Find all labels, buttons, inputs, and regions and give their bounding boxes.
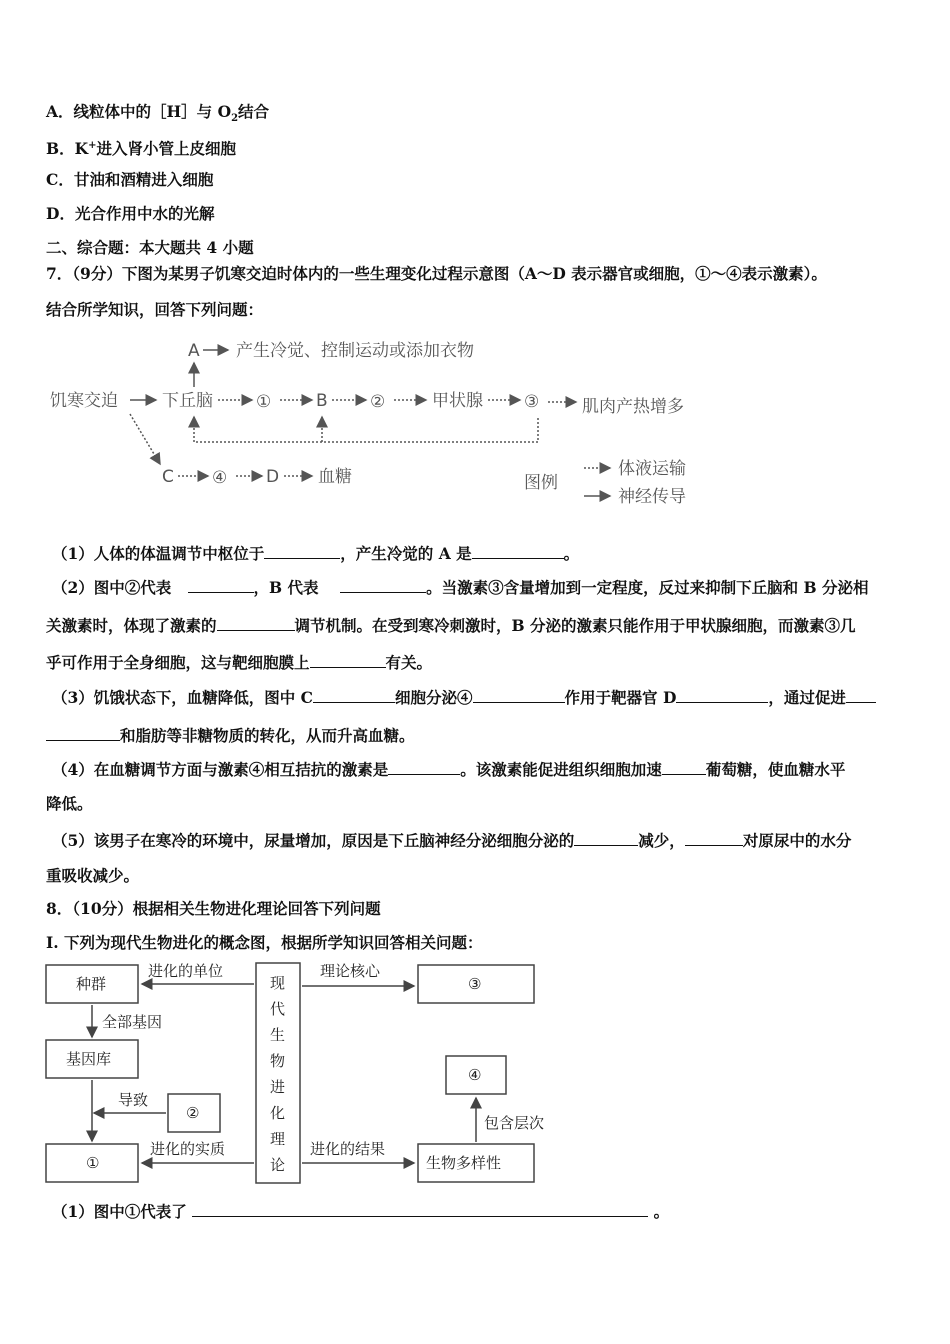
blank[interactable] (264, 542, 340, 559)
option-c: C．甘油和酒精进入细胞 (46, 170, 214, 189)
blank[interactable] (676, 686, 768, 703)
option-b-tail: 进入肾小管上皮细胞 (96, 139, 236, 159)
diag-B: B (316, 391, 328, 411)
q7-p3-a: （3）饥饿状态下，血糖降低，图中 C (52, 688, 314, 707)
q7-p4-line2: 降低。 (46, 794, 93, 813)
blank[interactable] (340, 576, 426, 593)
q7-p2-line2 (46, 614, 856, 636)
option-a-sub: 2 (231, 113, 239, 125)
blank[interactable] (192, 1200, 648, 1217)
diag-thyroid: 甲状腺 (432, 391, 483, 411)
diag-hypothalamus: 下丘脑 (162, 391, 213, 411)
blank[interactable] (662, 758, 706, 775)
q7-p1-a: （1）人体的体温调节中枢位于 (52, 544, 265, 563)
q7-p3-e: 和脂肪等非糖物质的转化，从而升高血糖。 (120, 726, 415, 745)
diag-essence: 进化的实质 (150, 1140, 226, 1158)
diag-h2: ② (370, 392, 386, 412)
q7-p5-line2: 重吸收减少。 (46, 866, 140, 885)
center-char-7: 论 (270, 1156, 286, 1174)
diag-h4: ④ (212, 468, 228, 488)
center-char-1: 代 (270, 1000, 286, 1018)
center-char-6: 理 (270, 1130, 286, 1148)
center-char-5: 化 (270, 1104, 286, 1122)
q7-p1-c: 。 (563, 544, 580, 563)
center-char-4: 进 (270, 1078, 286, 1096)
center-char-2: 生 (270, 1026, 286, 1044)
q8-stem: 8．（10分）根据相关生物进化理论回答下列问题 (46, 899, 381, 918)
option-d: D．光合作用中水的光解 (46, 204, 215, 223)
diag-levels: 包含层次 (484, 1114, 545, 1132)
diag-muscle: 肌肉产热增多 (582, 397, 684, 417)
diag-C: C (162, 467, 174, 487)
q7-p2-d: 关激素时，体现了激素的 (46, 616, 217, 635)
q8-p1 (52, 1200, 669, 1222)
q7-p4-line1 (52, 758, 845, 780)
diag-c2: ② (186, 1104, 200, 1122)
q7-p3-line2 (46, 724, 415, 746)
q7-p3-c: 作用于靶器官 D (564, 688, 677, 707)
diag-unit: 进化的单位 (148, 962, 224, 980)
q7-p2-b: ，B 代表 (253, 578, 319, 597)
blank[interactable] (217, 614, 295, 631)
q7-diagram (40, 330, 720, 520)
blank[interactable] (310, 651, 386, 668)
diag-glucose: 血糖 (318, 467, 352, 487)
q7-stem2: 结合所学知识，回答下列问题： (46, 300, 264, 319)
diag-legend-nerve: 神经传导 (618, 487, 686, 507)
q7-p4-a: （4）在血糖调节方面与激素④相互拮抗的激素是 (52, 760, 389, 779)
box-center (256, 963, 300, 1183)
option-a (46, 102, 269, 129)
q7-p4-c: 葡萄糖，使血糖水平 (705, 760, 846, 779)
q8-p1-b: 。 (653, 1202, 670, 1221)
diag-start: 饥寒交迫 (50, 391, 118, 411)
blank[interactable] (188, 576, 254, 593)
option-b (46, 136, 236, 159)
q7-p2-e: 调节机制。在受到寒冷刺激时，B 分泌的激素只能作用于甲状腺细胞，而激素③几 (294, 616, 856, 635)
diag-result: 进化的结果 (310, 1140, 386, 1158)
diag-population: 种群 (76, 975, 107, 993)
diag-core: 理论核心 (320, 962, 381, 980)
q7-p2-line1 (52, 576, 869, 598)
diag-c3: ③ (468, 975, 482, 993)
section-title: 二、综合题：本大题共 4 小题 (46, 238, 254, 257)
q7-p4-b: 。该激素能促进组织细胞加速 (460, 760, 662, 779)
q7-p2-a: （2）图中②代表 (52, 578, 172, 597)
q7-p2-g: 有关。 (385, 653, 433, 672)
blank[interactable] (574, 829, 638, 846)
diag-biodiversity: 生物多样性 (426, 1154, 502, 1172)
center-char-0: 现 (270, 974, 286, 992)
q7-p3-line1 (52, 686, 876, 708)
q7-p3-d: ，通过促进 (768, 688, 846, 707)
q8-p1-a: （1）图中①代表了 (52, 1202, 187, 1221)
option-a-tail: 结合 (238, 102, 270, 121)
diag-leads: 导致 (118, 1091, 149, 1109)
diag-h3: ③ (524, 392, 540, 412)
diag-D: D (266, 467, 280, 487)
q7-p2-f: 乎可作用于全身细胞，这与靶细胞膜上 (46, 653, 310, 672)
diag-c1: ① (86, 1154, 100, 1172)
diag-legend-title: 图例 (524, 473, 558, 493)
diag-A-effect: 产生冷觉、控制运动或添加衣物 (236, 341, 474, 361)
q7-p5-line1 (52, 829, 851, 851)
diag-legend-fluid: 体液运输 (618, 459, 686, 479)
q7-p3-b: 细胞分泌④ (395, 688, 473, 707)
diag-c4: ④ (468, 1066, 482, 1084)
blank[interactable] (473, 686, 565, 703)
q7-p1 (52, 542, 579, 564)
blank[interactable] (46, 724, 120, 741)
q7-p1-b: ，产生冷觉的 A 是 (340, 544, 472, 563)
option-b-sup: + (88, 140, 97, 151)
center-char-3: 物 (270, 1052, 286, 1070)
option-a-text: A．线粒体中的［H］与 O (46, 102, 232, 121)
diag-gene-pool: 基因库 (66, 1050, 112, 1068)
q7-p5-a: （5）该男子在寒冷的环境中，尿量增加，原因是下丘脑神经分泌细胞分泌的 (52, 831, 575, 850)
blank[interactable] (388, 758, 460, 775)
q8-sub1: I. 下列为现代生物进化的概念图，根据所学知识回答相关问题： (46, 933, 483, 952)
q7-stem: 7．（9分）下图为某男子饥寒交迫时体内的一些生理变化过程示意图（A～D 表示器官或细胞，①～④表示激素）。 (46, 264, 827, 283)
q8-diagram (40, 960, 560, 1188)
blank[interactable] (846, 686, 876, 703)
q7-p2-line3 (46, 651, 432, 673)
blank[interactable] (313, 686, 395, 703)
diag-A: A (188, 341, 200, 361)
diag-h1: ① (256, 392, 272, 412)
blank[interactable] (472, 542, 564, 559)
q7-p5-b: 减少， (638, 831, 685, 850)
blank[interactable] (685, 829, 743, 846)
diag-all-genes: 全部基因 (102, 1013, 163, 1031)
q7-p2-c: 。当激素③含量增加到一定程度，反过来抑制下丘脑和 B 分泌相 (426, 578, 869, 597)
option-b-text: B．K (46, 139, 89, 159)
q7-p5-c: 对原尿中的水分 (742, 831, 852, 850)
